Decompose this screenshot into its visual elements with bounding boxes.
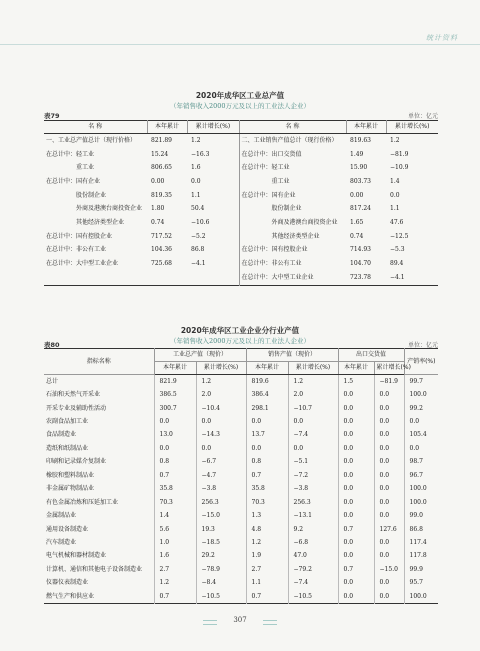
table-cell: 0.7 [338,523,374,536]
table-cell: 104.70 [350,260,371,268]
table-row [44,271,438,285]
table-cell: 0.7 [338,563,374,576]
table-cell: 47.6 [390,218,404,226]
table-cell: 股份制企业 [46,191,107,199]
table-cell: 0.0 [374,550,404,563]
table-cell: 19.3 [196,523,246,536]
table-row [44,402,438,415]
table-cell: 99.9 [404,563,438,576]
table-cell: 821.9 [154,375,196,389]
table-row [44,388,438,401]
table-row [44,523,438,536]
table-row [44,442,438,455]
table-row [44,148,438,162]
table-cell: 外商及港澳台商投资企业 [239,216,346,230]
column-group-header: 出口交货值 [338,349,404,362]
table-cell: 2.0 [196,388,246,401]
column-header: 累计增长(%) [187,121,239,134]
table-cell: 70.3 [246,496,288,509]
table-cell: 1.6 [154,550,196,563]
table-cell: 0.0 [374,415,404,428]
table-cell: 86.8 [191,246,205,254]
table-cell: 0.0 [374,590,404,604]
table-cell: 725.68 [151,260,172,268]
column-header: 累计增长(%) [196,362,246,375]
table-cell: 256.3 [288,496,338,509]
table-cell: 0.0 [374,442,404,455]
table-cell: 0.0 [338,456,374,469]
column-group-header: 工业总产值（现价） [154,349,246,362]
column-header: 产销率(%) [404,349,438,375]
table-cell: 0.0 [154,415,196,428]
table-cell: 821.89 [151,136,172,144]
table-row [44,550,438,563]
table-cell: −3.8 [196,483,246,496]
table-cell: 1.4 [154,509,196,522]
table-cell: 0.7 [154,469,196,482]
table-cell: 0.8 [246,456,288,469]
table-cell: 1.2 [246,536,288,549]
page-number: 307 [233,616,247,624]
table-cell: 0.0 [404,415,438,428]
table-cell: 0.0 [288,442,338,455]
table-cell: 714.93 [350,246,371,254]
table-cell: 0.0 [196,442,246,455]
table-cell: 0.7 [154,590,196,604]
table-cell: 汽车制造业 [46,538,77,546]
table-cell: 1.2 [288,375,338,389]
page-header [0,0,480,44]
table-cell: 0.0 [374,509,404,522]
table-cell: 计算机、通信和其他电子设备制造业 [46,565,143,573]
table-row [44,189,438,203]
table-cell: 817.24 [350,205,371,213]
table-cell: −7.2 [288,469,338,482]
table1-unit: 单位：亿元 [407,113,438,120]
table-row [44,230,438,244]
table-cell: 0.0 [338,483,374,496]
table-cell: 0.0 [374,536,404,549]
column-header: 累计增长(%) [288,362,338,375]
table-cell: 0.0 [338,509,374,522]
table-cell: 在总计中：出口交货值 [239,148,346,162]
table-cell: 1.4 [390,177,400,185]
table-cell: 在总计中：轻工业 [239,161,346,175]
table-row [44,469,438,482]
table-cell: 0.0 [374,429,404,442]
table-cell: −10.9 [390,164,409,172]
table-cell: −79.2 [288,563,338,576]
table-cell: 15.90 [350,164,368,172]
table-row [44,483,438,496]
table-row [44,216,438,230]
table-cell: 其他经济类型企业 [239,230,346,244]
table-cell: 0.0 [154,442,196,455]
table-cell: 0.7 [246,590,288,604]
table-cell: 99.7 [404,375,438,389]
table-cell: −10.6 [191,218,210,226]
table-cell [187,271,239,285]
table-cell: 食品制造业 [46,431,77,439]
table-cell: 造纸和纸制品业 [46,444,89,452]
table-row [44,175,438,189]
table-cell: 819.63 [350,136,371,144]
table-row [44,429,438,442]
table-cell: 燃气生产和供应业 [46,592,95,600]
table-cell: 0.0 [374,469,404,482]
section-label: 统计资料 [426,34,458,42]
column-header: 累计增长(%) [374,362,404,375]
table-cell: 在总计中：国有控股企业 [239,244,346,258]
table-cell: 农副食品加工业 [46,418,89,426]
table-cell: 819.35 [151,191,172,199]
column-header: 本年累计 [346,121,386,134]
table-cell: 通用设备制造业 [46,525,89,533]
table-cell: −6.8 [288,536,338,549]
table-cell: 96.7 [404,469,438,482]
table-cell: 0.8 [154,456,196,469]
column-header: 本年累计 [246,362,288,375]
table-cell: 0.0 [404,442,438,455]
table-cell [147,271,187,285]
column-header: 名 称 [44,121,147,134]
table-row [44,590,438,604]
table-header-row [44,121,438,134]
table-cell: 386.5 [154,388,196,401]
table-row [44,134,438,148]
table-cell: −4.1 [191,260,206,268]
table-cell: 89.4 [390,260,404,268]
table2-title: 2020年成华区工业企业分行业产值 [180,326,300,335]
table-cell: 0.0 [338,550,374,563]
column-header: 名 称 [239,121,346,134]
table-header-row [44,349,438,362]
table-cell: 非金属矿物制品业 [46,485,95,493]
table-cell: −81.9 [390,150,409,158]
table-cell: 100.0 [404,483,438,496]
table-cell: −13.1 [288,509,338,522]
table-cell: 35.8 [154,483,196,496]
table2-body [44,375,438,604]
table-cell: 9.2 [288,523,338,536]
table-cell: 开采专业及辅助性活动 [46,404,107,412]
table-cell: 13.7 [246,429,288,442]
table-cell: 4.8 [246,523,288,536]
table-cell: −10.5 [288,590,338,604]
table-cell: 100.0 [404,590,438,604]
table-cell: 70.3 [154,496,196,509]
table-cell: 1.1 [191,191,201,199]
table-cell: −5.1 [288,456,338,469]
table-cell: −3.8 [288,483,338,496]
table-cell: 1.2 [154,577,196,590]
table-cell: 806.65 [151,164,172,172]
table-cell: 在总计中：轻工业 [46,150,95,158]
table-cell: 有色金属冶炼和压延加工业 [46,498,119,506]
table-cell: −5.3 [390,246,405,254]
table-cell: 0.0 [338,429,374,442]
table-row [44,509,438,522]
table-cell: 1.6 [191,164,201,172]
table-cell: 0.0 [374,456,404,469]
table1-label: 表79 [44,112,60,120]
table-cell: 35.8 [246,483,288,496]
table-cell: 0.74 [151,218,165,226]
table-cell: 1.1 [246,577,288,590]
table-cell: −15.0 [374,563,404,576]
table-cell: −4.7 [196,469,246,482]
table-cell: 1.2 [196,375,246,389]
table-cell: 127.6 [374,523,404,536]
column-header: 本年累计 [154,362,196,375]
table-cell: 104.36 [151,246,172,254]
table-row [44,415,438,428]
table-cell: 0.0 [390,191,400,199]
table-cell: −15.0 [196,509,246,522]
table-cell: −14.3 [196,429,246,442]
table-cell: 0.0 [246,415,288,428]
table-cell: 0.0 [374,577,404,590]
table-cell: 86.8 [404,523,438,536]
column-header: 本年累计 [147,121,187,134]
table-cell: 股份制企业 [239,202,346,216]
table2-subtitle: （年销售收入2000万元及以上的工业法人企业） [169,337,311,345]
table-cell: 256.3 [196,496,246,509]
table-cell: 在总计中：非公有工业 [46,246,107,254]
table-cell: −78.9 [196,563,246,576]
column-header: 累计增长(%) [386,121,438,134]
table-cell: 0.0 [338,415,374,428]
table-cell: 1.65 [350,218,364,226]
table-cell: 重工业 [239,175,346,189]
table-cell: 0.0 [338,388,374,401]
table-cell: 13.0 [154,429,196,442]
table-cell: 2.0 [288,388,338,401]
table-cell: 一、工业总产值总计（现行价格） [46,136,137,144]
table1-subtitle: （年销售收入2000万元及以上的工业法人企业） [169,102,311,110]
table-cell: −4.1 [390,273,405,281]
industry-output-table [44,348,438,604]
table-cell: 105.4 [404,429,438,442]
table-cell: 1.3 [246,509,288,522]
table-cell: 298.1 [246,402,288,415]
table-cell: 0.0 [374,402,404,415]
table-cell: 1.2 [191,136,201,144]
table-cell: 1.9 [246,550,288,563]
table-cell: 在总计中：非公有工业 [239,257,346,271]
table-cell: −6.7 [196,456,246,469]
table-cell: 0.00 [350,191,364,199]
table-cell: 总计 [46,377,59,385]
table-row [44,257,438,271]
table-cell: 0.0 [338,577,374,590]
table-cell: −5.2 [191,232,206,240]
table-cell: 98.7 [404,456,438,469]
table-cell: 2.7 [246,563,288,576]
table-cell: 1.1 [390,205,400,213]
table-cell: 仪器仪表制造业 [46,579,89,587]
table-cell: 723.78 [350,273,371,281]
table-cell: 0.0 [338,469,374,482]
table-row [44,496,438,509]
table2-unit: 单位：亿元 [407,342,438,349]
column-header: 本年累计 [338,362,374,375]
table-cell: 在总计中：大中型工业企业 [46,260,119,268]
table-cell: 1.0 [154,536,196,549]
table-row [44,244,438,258]
table-cell: 在总计中：国有企业 [239,189,346,203]
table-cell: 在总计中：大中型工业企业 [239,271,346,285]
table-row [44,563,438,576]
table-cell: 100.0 [404,496,438,509]
table-cell: 0.0 [338,590,374,604]
table-cell: 1.80 [151,205,165,213]
table-cell: 0.0 [338,442,374,455]
table-cell: 0.00 [151,177,165,185]
table-row [44,375,438,389]
table1-body [44,134,438,286]
table-cell: 0.7 [246,469,288,482]
table-cell: 电气机械和器材制造业 [46,552,107,560]
table2-label: 表80 [44,341,60,349]
table-cell: 15.24 [151,150,169,158]
table-cell: −12.5 [390,232,409,240]
table-cell: 0.0 [246,442,288,455]
column-header: 指标名称 [44,349,154,375]
table-cell: 0.74 [350,232,364,240]
table-cell: 717.52 [151,232,172,240]
table-row [44,536,438,549]
table-cell: 1.2 [390,136,400,144]
table-cell: 金属制品业 [46,512,77,520]
table-cell: 0.0 [196,415,246,428]
table-cell: −16.3 [191,150,210,158]
column-group-header: 销售产值（现价） [246,349,338,362]
table-cell: −10.5 [196,590,246,604]
table-cell: 0.0 [191,177,201,185]
table-cell: −7.4 [288,577,338,590]
table-cell: 0.0 [374,388,404,401]
table-cell: 在总计中：国有企业 [46,177,101,185]
table-cell: −10.7 [288,402,338,415]
table-cell: 在总计中：国有控股企业 [46,232,113,240]
table-cell: 0.0 [338,496,374,509]
table-cell: 99.2 [404,402,438,415]
table-row [44,456,438,469]
table-cell: 95.7 [404,577,438,590]
table-row [44,161,438,175]
table1-title: 2020年成华区工业总产值 [195,91,285,100]
table-cell: −81.9 [374,375,404,389]
table-cell: −7.4 [288,429,338,442]
table-cell: 5.6 [154,523,196,536]
table-cell: −8.4 [196,577,246,590]
table-row [44,202,438,216]
header-divider [0,44,480,45]
table-cell: 47.0 [288,550,338,563]
table-cell: 803.73 [350,177,371,185]
table-cell: 重工业 [46,164,95,172]
table-cell: 0.0 [288,415,338,428]
page-number-ornament [263,620,277,625]
table-cell: 0.0 [374,483,404,496]
table-cell: 99.0 [404,509,438,522]
table-cell: 石油和天然气开采业 [46,391,101,399]
table-cell: 外商及港澳台商投资企业 [46,205,143,213]
table-cell: 0.0 [338,536,374,549]
table-cell: 100.0 [404,388,438,401]
table-cell: −10.4 [196,402,246,415]
table-cell: 二、工业销售产值总计（现行价格） [239,134,346,148]
table-cell [44,271,147,285]
table-cell: 29.2 [196,550,246,563]
table-cell: 0.0 [338,402,374,415]
table-row [44,577,438,590]
table-cell: 1.49 [350,150,364,158]
table-cell: 0.0 [374,496,404,509]
table-cell: 300.7 [154,402,196,415]
table-cell: 386.4 [246,388,288,401]
gross-output-table [44,120,438,286]
table-cell: 其他经济类型企业 [46,218,125,226]
table-cell: 橡胶和塑料制品业 [46,471,95,479]
table-cell: −18.5 [196,536,246,549]
table-cell: 印刷和记录媒介复制业 [46,458,107,466]
table-cell: 819.6 [246,375,288,389]
table-cell: 117.8 [404,550,438,563]
table-cell: 1.5 [338,375,374,389]
table-cell: 2.7 [154,563,196,576]
table-cell: 50.4 [191,205,205,213]
table-cell: 117.4 [404,536,438,549]
